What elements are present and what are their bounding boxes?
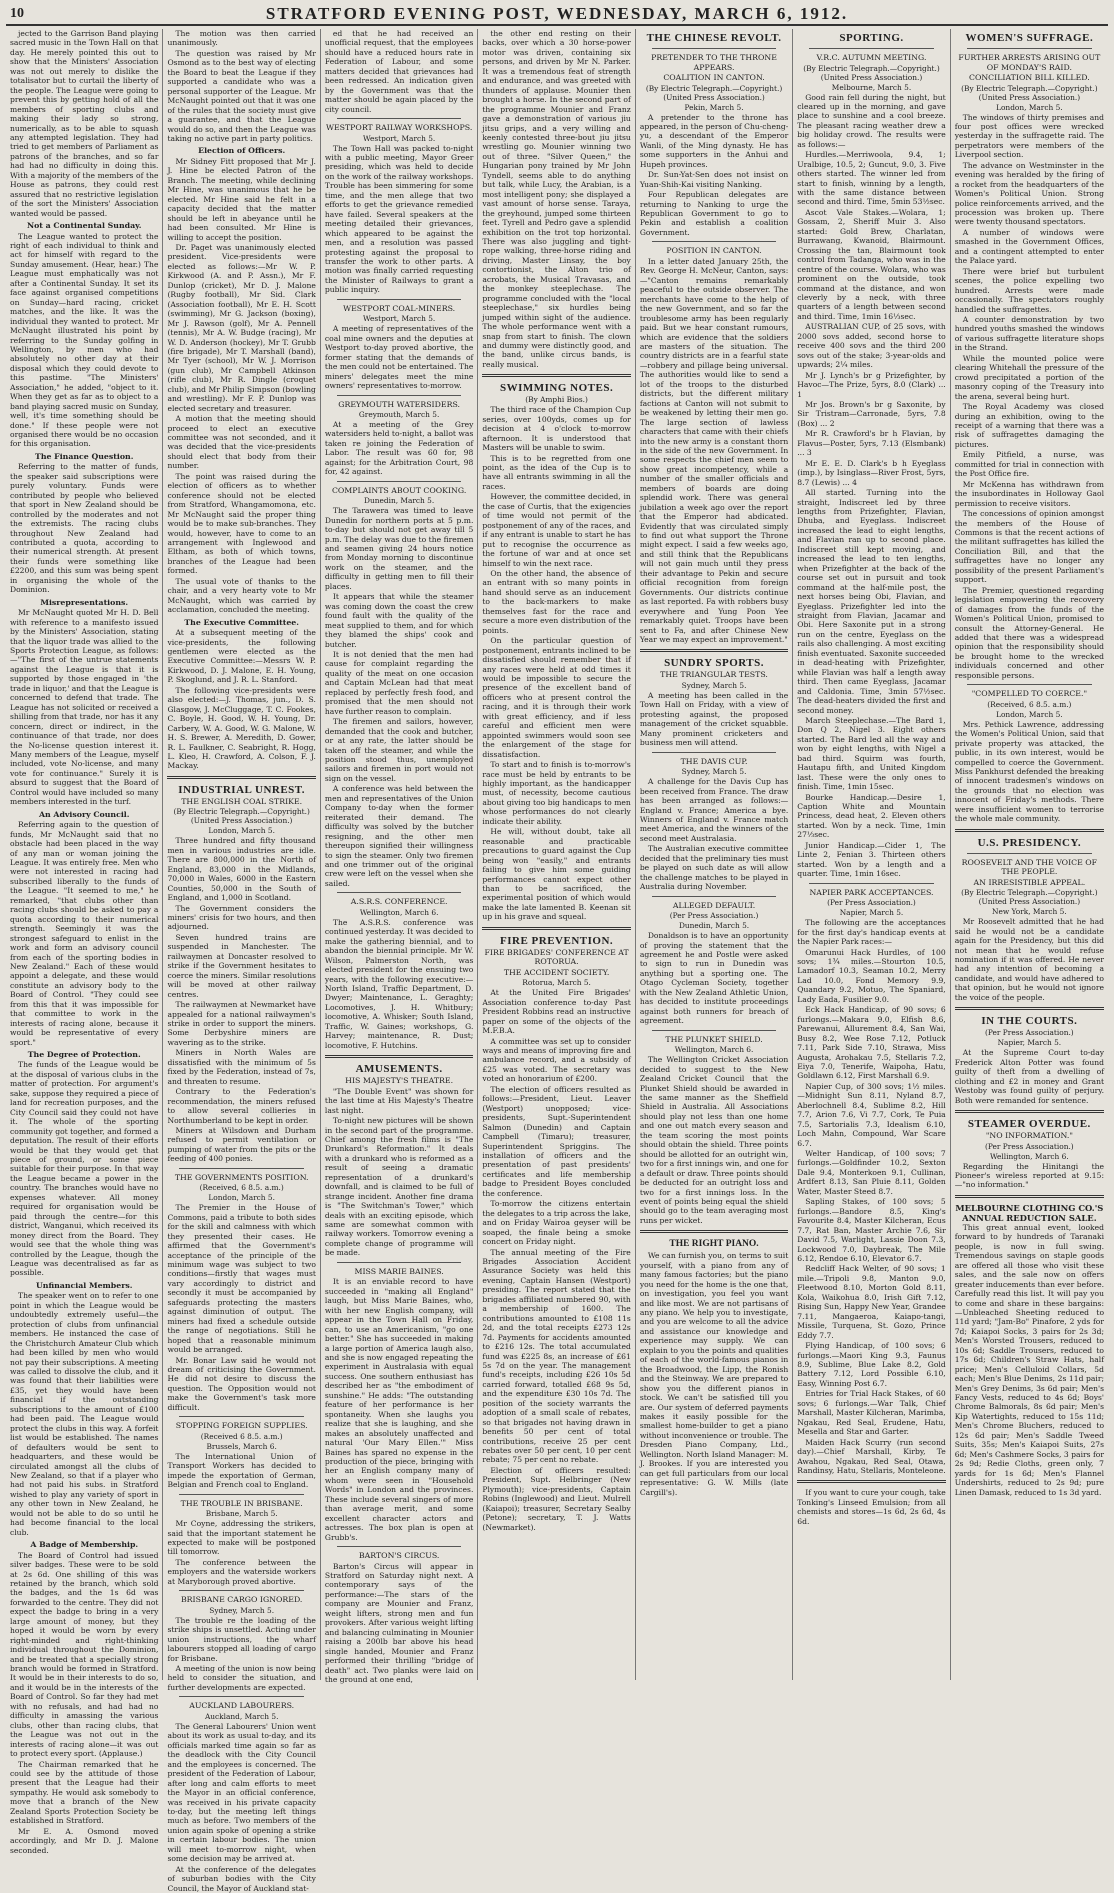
article-paragraph: Entries for Trial Hack Stakes, of 60 sovs; 6 furlongs.—War Talk, Chief Marshall, Master Kilcheran, Marimba, Ngakau, Red Seal, Erudene, Hatu, Mesella and Star and Garter. bbox=[797, 1389, 946, 1437]
column-7 bbox=[951, 29, 1108, 1680]
article-paragraph: It is an enviable record to have succeeded in "making all England" laugh, but Miss Marie Baines, who, with her new English company, will appear in the Town Hall on Friday, can, to use an Americanism, "go one better." She has succeeded in making a large portion of America laugh also, and she is now engaged repeating the experiment in Australasia with equal success. One southern enthusiast has described her as "the embodiment of sunshine." He adds: "The outstanding feature of her performance is her spontaneity. When she laughs you realize that she is laughing, and she makes an absolutely unaffected and natural 'Our Mary Ellen.'" Miss Baines has spared no expense in the production of the piece, bringing with her an English company many of whom were seen in "Household Words" in London and the provinces. These include several singers of more than average merit, and some excellent character actors and actresses. The box plan is open at Grubb's. bbox=[324, 1277, 474, 1542]
article-subheading: BRISBANE CARGO IGNORED. bbox=[180, 1595, 303, 1605]
divider bbox=[955, 1110, 1104, 1113]
article-paragraph: Four Republican delegates are returning to Nanking to urge the Republican Government to go to Pekin and establish a coalition Government. bbox=[639, 190, 789, 237]
dateline: Brisbane, March 5. bbox=[205, 1509, 278, 1519]
article-paragraph: This is to be regretted from one point, as the idea of the Cup is to have all entrants swimming in all the races. bbox=[482, 453, 631, 491]
article-subheading: ROOSEVELT AND THE VOICE OF THE PEOPLE. bbox=[961, 857, 1098, 877]
article-paragraph: The Wellington Cricket Association decided to suggest to the New Zealand Cricket Council that the Plunket Shield should be awarded in the same manner as the Sheffield Shield in Australia. All Associations should play not less than one home and one out match every season and the team scoring the most points should obtain the shield. Three points should be allotted for an outright win, two for a first innings win, and one for a default or draw. Three points should be deducted for an outright loss and two for a first innings loss. In the event of points being equal the shield should go to the team averaging most runs per wicket. bbox=[639, 1055, 789, 1225]
divider bbox=[337, 481, 461, 482]
article-paragraph: The International Union of Transport Workers has decided to impede the exportation of German, Belgian and French coal to England. bbox=[167, 1451, 316, 1490]
advertisement-text: If you want to cure your cough, take Tonking's Linseed Emulsion; from all chemists and stores—1s 6d, 2s 6d, 4s 6d. bbox=[797, 1488, 946, 1526]
article-paragraph: The Premier, questioned regarding legislation empowering the recovery of damages from the funds of the Women's Political Union, promised to consult the Attorney-General. He added that there was a widespread opinion that the responsibility should be brought home to the wrecked individuals concerned and other responsible persons. bbox=[954, 585, 1105, 680]
dateline: London, March 5. bbox=[996, 709, 1063, 719]
article-paragraph: Redcliff Hack Welter, of 90 sovs; 1 mile.—Tripoli 9.8, Manton 9.0, Fleetwood 8.10, Morton Gold 8.11, Kola, Waikohua 8.0, Irish Gift 7.12, Rising Sun, Happy New Year, Grandee 7.11, Mangaeroa, Kaiapo-tangi, Missile, Turquena, St. Gozo, Prince Eddy 7.7. bbox=[797, 1264, 946, 1340]
article-paragraph: A number of windows were smashed in the Government Offices, and a contingent attempted to enter the Palace yard. bbox=[954, 227, 1105, 266]
article-subheading: FIRE BRIGADES' CONFERENCE AT ROTORUA. bbox=[484, 947, 629, 967]
article-paragraph: The conference between the employers and the waterside workers at Maryborough proved abortive. bbox=[167, 1557, 316, 1586]
article-paragraph: Barton's Circus will appear in Stratford on Saturday night next. A contemporary says of the performance:—The stars of the company are Mounier and Franz, weight lifters, strong men and fun provokers. After various weight lifting and balancing culminating in Mounier raising a 200lb bar above his head single handed, Mounier and Franz performed their thrilling "bridge of death" act. Two planks were laid on the ground at one end, bbox=[324, 1561, 474, 1684]
article-paragraph: "The Double Event" was shown for the last time at His Majesty's Theatre last night. bbox=[324, 1086, 474, 1115]
page-number: 10 bbox=[10, 6, 24, 21]
subheading: Unfinancial Members. bbox=[36, 1280, 133, 1290]
article-subheading: A.S.R.S. CONFERENCE. bbox=[350, 897, 448, 907]
credit-line: (Per Press Association.) bbox=[985, 1141, 1074, 1151]
article-paragraph: Referring again to the question of funds, Mr McNaught said that no obstacle had been placed in the way of any man or woman joining the League. It was entirely free. Men who were not interested in racing had subscribed liberally to the funds of the League. "It seemed to me," he remarked, "that clubs other than racing clubs should be asked to pay a quota according to their numerical strength. Seemingly it was the strongest safeguard to enlist in the work and form an advisory council from each of the sporting bodies in New Zealand." Each of these would appoint a delegate, and these would constitute an advisory body to the Board of Control. "They could see from this that it was impossible for that committee to work in the interests of racing alone, because it would be representative of every sport." bbox=[10, 820, 159, 1047]
dateline: Auckland, March 5. bbox=[204, 1711, 279, 1721]
divider bbox=[809, 48, 933, 49]
article-paragraph: At a meeting of the Grey watersiders held to-night, a ballot was taken re joining the Federation of Labor. The result was 60 for, 98 against; for the Arbitration Court, 98 for, 42 against. bbox=[324, 420, 474, 477]
article-paragraph: Welter Handicap, of 100 sovs; 7 furlongs.—Goldfinder 10.2, Sexton Dale 9.4, Monterkoen 9.1, Cullinan, Ardfert 8.13, San Pluie 8.11, Golden Water, Master Steed 8.7. bbox=[797, 1149, 946, 1196]
divider bbox=[955, 1195, 1104, 1198]
article-paragraph: The concessions of opinion amongst the members of the House of Commons is that the recent actions of the militant suffragettes has killed the Conciliation Bill, and that the suffragettes have no longer any possibility of the present Parliament's support. bbox=[954, 509, 1105, 585]
dateline: Dunedin, March 5. bbox=[678, 921, 750, 931]
divider bbox=[337, 1262, 461, 1263]
article-paragraph: Mr McKenna has withdrawn from the insubordinates in Holloway Gaol permission to receive visitors. bbox=[954, 479, 1105, 508]
article-paragraph: A counter demonstration by two hundred youths smashed the windows of various suffragette literature shops in the Strand. bbox=[954, 315, 1105, 353]
article-paragraph: The Premier in the House of Commons, paid a tribute to both sides for the skill and calmness with which they presented their cases. He affirmed that the Government's acceptance of the principle of the minimum wage was subject to two conditions—firstly that wages must vary accordingly to district and secondly it must be accompanied by safeguards protecting the masters against diminution of output. The miners had fixed a schedule outside the range of negotiations. Still he hoped that a reasonable minimum would be arranged. bbox=[167, 1203, 316, 1355]
section-heading: STEAMER OVERDUE. bbox=[967, 1118, 1091, 1131]
masthead bbox=[6, 4, 1108, 26]
article-paragraph: The Tarawera was timed to leave Dunedin for northern ports at 5 p.m. to-day but should not get away till 5 p.m. The delay was due to the firemen and seamen giving 24 hours notice from Monday morning to discontinue work on the steamer, and the difficulty in getting men to fill their places. bbox=[324, 506, 474, 591]
article-paragraph: He will, without doubt, take all reasonable and practicable precautions to guard against the Cup being won "easily," and entrants failing to give him some guiding performances cannot expect other than to be sacrificed, the experimental position of which would make the late lamented B. Keenan sit up in his grave and squeal. bbox=[482, 827, 631, 922]
article-paragraph: The advance on Westminster in the evening was heralded by the firing of a rocket from the headquarters of the Women's Political Union. Strong police reinforcements arrived, and the procession was broken up. There were twenty thousand spectators. bbox=[954, 160, 1105, 227]
article-paragraph: However, the committee decided, in the case of Curtis, that the exigencies of time would not permit of the postponement of any of the races, and if any entrant is unable to start he has put to recognise the occurrence as the fortune of war and at once set himself to win the next race. bbox=[482, 492, 631, 568]
article-paragraph: The point was raised during the election of officers as to whether conference should not be elected from Stratford, Whangamomona, etc. Mr McNaught said the proper thing would be to make sub-branches. They would, however, have to come to an arrangement with Inglewood and Eltham, as both of which towns, branches of the League had been formed. bbox=[167, 471, 316, 576]
dateline: Napier, March 5. bbox=[997, 1038, 1062, 1048]
article-paragraph: Maiden Hack Scurry (run second day).—Chief Marshall, Kirby, Te Awahou, Ngakau, Red Seal, Otawa, Randinsy, Hatu, Stellaris, Monteleone. bbox=[797, 1437, 946, 1475]
credit-line: (By Electric Telegraph.—Copyright.) (United Press Association.) bbox=[803, 63, 940, 82]
divider bbox=[967, 684, 1092, 685]
article-paragraph: Miners in North Wales are dissatisfied with the minimum of 5s fixed by the Federation, instead of 7s, and threaten to resume. bbox=[167, 1048, 316, 1086]
credit-line: (Received 6 8.5. a.m.) bbox=[200, 1431, 283, 1441]
article-paragraph: The motion was then carried unanimously. bbox=[167, 29, 316, 48]
article-subheading: "NO INFORMATION." bbox=[985, 1131, 1073, 1141]
race-result-line: Mr R. Crawford's br h Flavian, by Flavus—Poster, 5yrs, 7.13 (Elsmbank) ... 3 bbox=[797, 429, 946, 458]
article-paragraph: Bourke Handicap.—Desire 1, Caption White and Mountain Princess, dead heat, 2. Eleven others started. Won by a neck. Time, 1min 27⅓sec. bbox=[797, 792, 946, 840]
dateline: Sydney, March 5. bbox=[209, 1605, 275, 1615]
divider bbox=[652, 752, 776, 753]
article-paragraph: Mr E. A. Osmond moved accordingly, and Mr D. J. Malone seconded. bbox=[10, 1826, 159, 1855]
column-5 bbox=[636, 29, 793, 1680]
article-subheading: WESTPORT RAILWAY WORKSHOPS. bbox=[325, 123, 473, 133]
column-2 bbox=[163, 29, 320, 1893]
credit-line: (By Electric Telegraph.—Copyright.) (United Press Association.) bbox=[961, 888, 1098, 907]
article-paragraph: Regarding the Hinitangi the Pioneer's wireless reported at 9.15:—"no information." bbox=[954, 1161, 1105, 1190]
divider bbox=[337, 299, 461, 300]
section-heading: THE CHINESE REVOLT. bbox=[646, 32, 782, 44]
article-paragraph: Flying Handicap, of 100 sovs; 6 furlongs.—Maori King 9.3, Faunus 8.9, Sublime, Blue Lake 8.2, Gold Battery 7.12, Lord Possible 6.10, Easy, Winning Post 6.7. bbox=[797, 1341, 946, 1388]
dateline: Greymouth, March 5. bbox=[358, 410, 440, 419]
article-paragraph: Emily Pitfield, a nurse, was committed for trial in connection with the Post Office fire. bbox=[954, 450, 1105, 479]
article-subheading: THE GOVERNMENTS POSITION. bbox=[174, 1172, 309, 1182]
subheading: Not a Continental Sunday. bbox=[26, 221, 142, 231]
dateline: Brussels, March 6. bbox=[206, 1441, 277, 1451]
article-paragraph: On the particular question of postponement, entrants inclined to be dissatisfied should remember that if any races were held at odd times it would be impossible to secure the presence of the excellent band of officers who at present control the racing, and it is through their work with great efficiency, and if less careful and efficient men were appointed swimmers would soon see the enlargement of the stage for dissatisfaction. bbox=[482, 636, 631, 759]
article-paragraph: The League wanted to protect the right of each individual to think and act for himself with regard to the Sunday amusement. (Hear, hear.) The League must emphatically was not after a Continental Sunday. It set its face against organised competitions on Sunday—hard racing, cricket matches, and the like. It was the individual they wanted to protect. Mr McNaught illustrated his point by referring to the Sunday golfing in Wellington, by men who had absolutely no other day at their disposal which they could devote to this pastime. "The Ministers' Association," he added, "object to it. When they get as far as to object to a band playing sacred music on Sunday, well, it's time something should be done." If these people were not organised there would be no occasion for this organisation. bbox=[10, 231, 159, 449]
article-paragraph: To-morrow the citizens entertain the delegates to a trip across the lake, and on Friday Wairoa geyser will be soaped, the finale being a smoke concert on Friday night. bbox=[482, 1199, 631, 1247]
article-paragraph: The Australian executive committee decided that the preliminary ties must be played on such date as will allow the challenge matches to be played in Australia during November. bbox=[639, 844, 789, 892]
article-paragraph: On the other hand, the absence of an entrant with so many points in hand should serve as an inducement to the back-markers to make themselves fast for the race and secure a more even distribution of the points. bbox=[482, 569, 631, 635]
divider bbox=[179, 1494, 303, 1495]
credit-line: (Per Press Association.) bbox=[985, 1028, 1074, 1038]
article-paragraph: The following are the acceptances for the first day's handicap events at the Napier Park races:— bbox=[797, 918, 946, 947]
section-heading: WOMEN'S SUFFRAGE. bbox=[965, 32, 1094, 44]
credit-line: (Per Press Association.) bbox=[827, 898, 916, 908]
subheading: The Executive Committee. bbox=[184, 617, 299, 627]
column-6 bbox=[793, 29, 950, 1680]
section-heading: U.S. PRESIDENCY. bbox=[977, 836, 1082, 849]
article-paragraph: A pretender to the throne has appeared, in the person of Chu-cheng-yu, a descendant of the Emperor Wanli, of the Ming dynasty. He has some supporters in the Anhui and Hupeh provinces. bbox=[639, 112, 789, 169]
article-paragraph: ed that he had received an unofficial request, that the employees should have a reduced hours rate in Federation of Labour, and some matters decided that grievances had been redressed. An indication given by the Government was that the matter should be again placed by the city council. bbox=[324, 29, 474, 114]
article-paragraph: A meeting of the union is now being held to consider the situation, and further developments are expected. bbox=[167, 1664, 316, 1692]
advertisement-text: This great annual event, looked forward to by hundreds of Taranaki people, is now in full swing. Tremendous savings on staple goods are offered all those who visit these sales, and the sale now on offers greater inducements than ever before. Carefully read this list. It will pay you to come and share in these bargains:—Unbleached Sheeting reduced to 11d yard; "Jam-Bo" Pinafore, 2 yds for 7d; Kaiapoi Socks, 3 pairs for 2s 3d; Men's Worsted Trousers, reduced to 10s 6d; Saddle Trousers, reduced to 17s 6d; Children's Straw Hats, half price; Men's Celluloid Collars, 5d each; Men's Blue Denims, 2s 11d pair; Men's Grey Denims, 3s 6d pair; Men's Fancy Vests, reduced to 4s 6d; Boys' Chrome Balmorals, 8s 6d pair; Men's Kip Watertights, reduced to 15s 11d; Men's Chrome Bluchers, reduced to 12s 6d pair; Men's Saddle Tweed Suits, 35s; Men's Kaiapoi Suits, 27s 6d; Men's Cashmere Socks, 3 pairs for 2s 9d; Redie Cloths, green only, 7 yards for 1s 6d; Men's Flannel Undershirts, reduced to 2s 9d; pure Linen Damask, reduced to 1s 3d yard. bbox=[954, 1222, 1105, 1497]
article-paragraph: Miners at Wilsdown and Durham refused to permit ventilation or pumping of water from the pits or the feeding of 400 ponies. bbox=[167, 1125, 316, 1164]
dateline: Napier, March 5. bbox=[839, 908, 904, 918]
credit-line: (By Electric Telegraph.—Copyright.) (United Press Association.) bbox=[961, 83, 1098, 102]
column-4 bbox=[478, 29, 635, 1680]
article-paragraph: The election of officers resulted as follows:—President, Lieut. Leaver (Westport) unopposed; vice-presidents, Supt.-Superintendent Salmon (Dunedin) and Captain Campbell (Timaru); treasurer, Superintendent Spriggins. The installation of officers and the presentation of past presidents' certificates and life membership badge to President Boyes concluded the conference. bbox=[482, 1084, 631, 1198]
article-subheading: STOPPING FOREIGN SUPPLIES. bbox=[175, 1421, 308, 1431]
article-paragraph: In a letter dated January 25th, the Rev. George H. McNeur, Canton, says:—"Canton remains remarkably peaceful to the outside observer. The merchants have come to the help of the new Government, and so far the troublesome army has been regularly paid. But we hear constant rumours, which are evidence that the soldiers are masters of the situation. The country districts are in a fearful state—robbery and pillage being universal. The authorities would like to send a lot of the troops to the disturbed districts, but the different military factions at Canton will not submit to be weakened by letting their men go. The large section of lawless characters that came with their chiefs into the new army is a constant thorn in the side of the new Government. In some respects the chief men seem to show great incompetency, while a number of the smaller officials and members of boards are doing splendid work. There was general jubilation a week ago over the report that the Emperor had abdicated. Evidently that was circulated simply to find out what support the Throne might expect. I said a few weeks ago, and still think that the Republicans will not gain much until they press their advantage to Pekin and secure official recognition from foreign Governments. Our districts continue as last reported. Fa with robbers busy everywhere and Yung Poon Yee remarkably quiet. Troops have been sent to Fa, and after Chinese New Year we may expect an improvement." bbox=[639, 256, 789, 645]
article-subheading: COMPLAINTS ABOUT COOKING. bbox=[331, 485, 467, 495]
article-subheading: FURTHER ARRESTS ARISING OUT OF MONDAY'S RAID. bbox=[958, 53, 1101, 72]
divider bbox=[325, 1055, 473, 1058]
dateline: Westport, March 5. bbox=[362, 133, 436, 143]
dateline: Pekin, March 5. bbox=[684, 102, 744, 112]
columns bbox=[6, 29, 1108, 1893]
article-paragraph: Mrs. Pethick Lawrence, addressing the Women's Political Union, said that private property was attacked, the public, in its own interest, would be compelled to coerce the Government. Miss Pankhurst defended the breaking of innocent tradesmen's windows on the grounds that no election was innocent of Friday's methods. There were insufficient women to terrorise the whole male community. bbox=[954, 719, 1105, 824]
divider bbox=[967, 853, 1092, 854]
article-subheading: PRETENDER TO THE THRONE APPEARS. bbox=[651, 53, 777, 72]
divider bbox=[337, 892, 461, 893]
credit-line: (Per Press Association.) bbox=[669, 911, 759, 921]
section-heading: SPORTING. bbox=[839, 32, 904, 44]
dateline: London, March 5. bbox=[208, 1193, 275, 1203]
article-paragraph: To-night new pictures will be shown in the second part of the programme. Chief among the fresh films is "The Drunkard's Reformation." It deals with a drunkard who is reformed as a result of seeing a dramatic representation of a drunkard's downfall, and is claimed to be full of strange incident. Another fine drama is "The Switchman's Tower," which deals with an exciting episode, which same are somewhat common with railway workers. Tomorrow evening a complete change of programme will be made. bbox=[324, 1116, 474, 1258]
subheading: A Badge of Membership. bbox=[30, 1540, 139, 1550]
article-paragraph: A meeting has been called in the Town Hall on Friday, with a view of protesting against, the proposed management of the cricket squabble. Many prominent cricketers and business men will attend. bbox=[639, 690, 789, 748]
article-paragraph: The annual meeting of the Fire Brigades Association Accident Assurance Society was held this evening, Captain Hansen (Westport) presiding. The report stated that the brigades affiliated numbered 90, with a membership of 1600. The contributions amounted to £108 11s 2d, and the total receipts £273 12s 7d. Payments for accidents amounted to £216 12s. The total accumulated fund was £225 8s, an increase of £61 5s 7d on the year. The management fund's receipts, including £26 10s 5d carried forward, totalled £68 9s 5d, and the expenditure £30 10s 7d. The position of the society warrants the adoption of a small scale of rebates, so that brigades not having drawn in benefits 50 per cent of total contributions, receive 25 per cent rebates over 50 per cent, 10 per cent rebate; 75 per cent no rebate. bbox=[482, 1247, 631, 1465]
article-paragraph: Napier Cup, of 300 sovs; 1½ miles.—Midnight Sun 8.11, Nyland 8.7, Aberlochnell 8.4, Sublime 8.2, Hill 7.7, Arion 7.6, Vi 7.7, Cork, Te Puia 7.5, Sartorialis 7.3, Idealism 6.10, Loch Mahn, Compound, War Scare 6.7. bbox=[797, 1081, 946, 1148]
article-paragraph: The question was raised by Mr Osmond as to the best way of electing the Board to beat the League if they supported a candidate who was a personal supporter of the League. Mr McNaught pointed out that it was one of the rules that the society must give a guarantee, and that the League would do so, and then the League was taking no active part in party politics. bbox=[167, 48, 316, 143]
section-heading: FIRE PREVENTION. bbox=[500, 934, 614, 947]
credit-line: (Received, 6 8.5. a.m.) bbox=[987, 699, 1072, 709]
divider bbox=[797, 1480, 945, 1483]
credit-line: (By Electric Telegraph.—Copyright.) (United Press Association.) bbox=[173, 807, 310, 826]
article-paragraph: Mr Coyne, addressing the strikers, said that the important statement he expected to make will be postponed till tomorrow. bbox=[167, 1519, 316, 1557]
article-paragraph: Sapling Stakes, of 100 sovs; 5 furlongs.—Bandore 8.5, King's Favourite 8.4, Master Kilcheran, Ecus 7.7, Rat Ban, Master Archie 7.6, Sir David 7.5, Warlight, Lassie Doon 7.3, Lockwood 7.0, Daybreak, The Mile 6.12, Rendoe 6.10, Elevator 6.7. bbox=[797, 1197, 946, 1264]
article-paragraph: The Chairman remarked that he could see by the attitude of those present that the League had their sympathy. He would ask somebody to move that a branch of the New Zealand Sports Protection Society be established in Stratford. bbox=[10, 1759, 159, 1826]
article-subheading: AN IRRESISTIBLE APPEAL. bbox=[973, 877, 1086, 887]
article-paragraph: The Royal Academy was closed during an exhibition, owing to the receipt of a warning that there was a risk of suffragettes damaging the pictures. bbox=[954, 402, 1105, 449]
subheading: An Advisory Council. bbox=[38, 809, 130, 819]
article-paragraph: Omarunui Hack Hurdles, of 100 sovs; 1¾ miles.—Stourton 10.5, Lamadorf 10.3, Seaman 10.2, Merry Lad 10.0, Fond Memory 9.9, Quandary 9.2, Motuo, The Spaniard, Lady Eada, Fusilier 9.0. bbox=[797, 947, 946, 1004]
article-paragraph: Eck Hack Handicap, of 90 sovs; 6 furlongs.—Makara 9.0, Elfish 8.6, Parewanui, Allurement 8.4, San Wai, Busy 8.2, Wee Rose 7.12, Potluck 7.11, Park Side 7.10, Strawa, Miss Augusta, Arohakau 7.5, Stellaris 7.2, Eiya 7.0, Tenerife, Waipoha, Hatu, Goldlawn 6.12, First Marshall 6.9. bbox=[797, 1005, 946, 1081]
divider bbox=[482, 927, 630, 930]
section-heading: SWIMMING NOTES. bbox=[499, 382, 614, 395]
dateline: London, March 5. bbox=[996, 102, 1063, 112]
advertisement-heading: MELBOURNE CLOTHING CO.'S ANNUAL REDUCTION SALE. bbox=[955, 1202, 1104, 1223]
article-paragraph: Ascot Vale Stakes.—Wolara, 1; Gossam, 2, Sheriff Muir 3. Also started: Gold Brew, Charlatan, Burrawang, Kwanoid, Blairmount. Crossing the tan, Blairmount took control from Tadanga, who was in the centre of the course. Wolara, who was prominent on the outside, took command at the distance, and won cleverly by a neck, with three quarters of a length between second and third. Time, 1min 16⅓sec. bbox=[797, 207, 946, 321]
article-subheading: MISS MARIE BAINES. bbox=[354, 1266, 444, 1276]
article-paragraph: Mr Roosevelt admitted that he had said he would not be a candidate again for the Presidency, but this did not mean that he would refuse nomination if it was offered. He never had any intention of becoming a candidate, and would have adhered to that opinion, but he would not ignore the voice of the people. bbox=[954, 917, 1105, 1002]
advertisement-heading: THE RIGHT PIANO. bbox=[669, 1239, 759, 1250]
article-subheading: WESTPORT COAL-MINERS. bbox=[343, 303, 456, 313]
article-paragraph: Referring to the matter of funds, the speaker said subscriptions were purely voluntary. Funds were contributed by people who believed that sport in New Zealand should be controlled by the moderates and not the extremists. The racing clubs throughout New Zealand had contributed a quota, according to their numerical strength. At present their funds were something like £2200, and this sum was being spent in organising the whole of the Dominion. bbox=[10, 462, 159, 595]
subheading: The Degree of Protection. bbox=[27, 1050, 141, 1060]
masthead-title: STRATFORD EVENING POST, WEDNESDAY, MARCH 6, 1912. bbox=[265, 4, 849, 23]
section-heading: AMUSEMENTS. bbox=[355, 1063, 443, 1076]
article-paragraph: A motion that the meeting should proceed to elect an executive committee was not seconded, and it was decided that the vice-presidents should elect that body from their number. bbox=[167, 414, 316, 471]
article-paragraph: Good rain fell during the night, but cleared up in the morning, and gave place to sunshine and a cool breeze. The pleasant racing weather drew a big holiday crowd. The results were as follows:— bbox=[797, 92, 946, 149]
article-subheading: GREYMOUTH WATERSIDERS. bbox=[338, 399, 460, 409]
dateline: New York, March 5. bbox=[992, 907, 1067, 917]
article-paragraph: The trouble re the loading of the strike ships is unsettled. Acting under union instructions, the wharf labourers stopped all loading of cargo for Brisbane. bbox=[167, 1615, 316, 1663]
divider bbox=[179, 1590, 303, 1591]
article-paragraph: Contrary to the Federation's recommendation, the miners refused to allow several collieries in Northumberland to be kept in order. bbox=[167, 1087, 316, 1125]
article-paragraph: Mr Sidney Fitt proposed that Mr J. J. Hine be elected Patron of the Branch. The meeting, while declining Mr Hine, was unanimous that he be elected. Mr Hine said he felt in a capacity decided that the matter should be left in abeyance until he had been consulted. Mr Hine is willing to accept the position. bbox=[167, 156, 316, 242]
article-subheading: COALITION IN CANTON. bbox=[663, 73, 765, 82]
article-paragraph: The railwaymen at Newmarket have appealed for a national railwaymen's strike in order to support the miners. Some Derbyshire miners are wavering as to the strike. bbox=[167, 1000, 316, 1047]
article-paragraph: The firemen and sailors, however, demanded that the cook and butcher, or at any rate, the latter should be taken off the steamer, and while the position stood thus, unemployed sailors and firemen in port would not sign on the vessel. bbox=[324, 717, 474, 783]
article-subheading: THE TROUBLE IN BRISBANE. bbox=[180, 1498, 303, 1508]
article-paragraph: The speaker went on to refer to one point in which the League would be undoubtedly extremely useful—the protection of clubs from unfinancial members. He instanced the case of the Christchurch Amateur Club which had been killed by men who would not pay their subscriptions. A meeting was called to dissolve the club, and it was found that their liabilities were £35, yet they would have been financial if the outstanding subscriptions to the amount of £100 had been paid. The League would protect the clubs in this way. A forfeit list would be established. The names of defaulters would be sent to headquarters, and these would be circulated amongst all the clubs of New Zealand, so that if a player who had not paid his subs. in Stratford wished to play any variety of sport in any other town in New Zealand, he would not be able to do so until he had become financial to the local club. bbox=[10, 1291, 159, 1537]
section-heading: SUNDRY SPORTS. bbox=[664, 657, 765, 670]
article-paragraph: A committee was set up to consider ways and means of improving fire and ambulance record, and a subsidy of £25 was voted. The secretary was voted an honorarium of £200. bbox=[482, 1036, 631, 1084]
article-paragraph: All started. Turning into the straight, Indiscreet led by three lengths from Prizefighter, Flavian, Dhuba, and Eyeglass. Indiscreet increased the lead to eight lengths, and Flavian ran up to second place. Indiscreet still kept moving, and increased the lead to ten lengths, when Prizefighter at the back of the course set out in pursuit and took command at the half-mile post, the next horses being Obi, Flavian, and Eyeglass. Prizefighter led into the straight from Flavian, Jacamar and Obi. Here Saxonite put in a strong run on the centre, Eyeglass on the rails also challenging. A most exciting finish eventuated. Saxonite succeeded in dead-heating with Prizefighter, while Flavian was half a length away third. Then came Eyeglass, Jacamar and Caldonia. Time, 3min 57½sec. The dead-heaters divided the first and second money. bbox=[797, 488, 946, 715]
section-heading: IN THE COURTS. bbox=[981, 1015, 1078, 1028]
article-paragraph: The third race of the Champion Cup series, over 100yds, comes up for decision at 4 o'clock to-morrow afternoon. It is understood that Masters will be unable to swim. bbox=[482, 405, 631, 453]
article-subheading: HIS MAJESTY'S THEATRE. bbox=[345, 1076, 454, 1086]
article-paragraph: Junior Handicap.—Cider 1, The Linte 2, Fenian 3. Thirteen others started. Won by a length and a quarter. Time, 1min 16sec. bbox=[797, 840, 946, 879]
race-result-line: Mr E. E. D. Clark's b h Eyeglass (imp.), by Isinglass—River Frost, 5yrs, 8.7 (Lewis) ... 4 bbox=[797, 458, 946, 487]
divider bbox=[652, 1030, 776, 1031]
divider bbox=[652, 48, 776, 49]
divider bbox=[640, 649, 788, 652]
article-paragraph: A meeting of representatives of the coal mine owners and the deputies at Westport to-day proved abortive, the former stating that the demands of the men could not be entertained. The miners' delegates meet the mine owners' representatives to-morrow. bbox=[324, 324, 474, 391]
article-paragraph: Hurdles.—Merriwoola, 9.4, 1; Uralbige, 10.5, 2; Guncut, 9.0, 3. Five others started. The winner led from start to finish, winning by a length, with the same distance between second and third. Time, 5min 53½sec. bbox=[797, 150, 946, 207]
article-paragraph: The A.S.R.S. conference was continued yesterday. It was decided to make the gathering biennial, and to abandon the biennial principle. Mr W. Wilson, Palmerston North, was elected president for the ensuing two years, with the following executive:—North Island, Traffic Department, D. Dwyer; Maintenance, L. Geraghty; Locomotives, J. H. Whitbury; locomotive, A. Whisker; South Island, Traffic, W. Gaines; workshops, G. Harvey; maintenance, R. Dust; locomotive, F. Hutchins. bbox=[324, 917, 474, 1050]
article-subheading: THE PLUNKET SHIELD. bbox=[665, 1034, 763, 1044]
article-paragraph: The General Labourers' Union went about its work as usual to-day, and its officials marked time again so far as the deadlock with the City Council and the employees is concerned. The president of the Federation of Labour, after long and calm efforts to meet the Mayor in an official conference, was received in his private capacity to-day, but the meeting left things much as before. Two members of the union again spoke of opening a strike in certain labour bodies. The union will meet to-morrow night, when some decision may be arrived at. bbox=[167, 1721, 316, 1864]
article-subheading: NAPIER PARK ACCEPTANCES. bbox=[809, 887, 934, 897]
credit-line: (By Electric Telegraph.—Copyright.) (United Press Association.) bbox=[645, 83, 783, 102]
divider bbox=[955, 829, 1104, 832]
subheading: The Finance Question. bbox=[35, 451, 134, 461]
article-paragraph: Mr McNaught quoted Mr H. D. Bell with reference to a manifesto issued by the Ministers' Association, stating that the liquor trade was allied to the Sports Protection League, as follows:—"The first of the untrue statements against the League is that it is supported by those engaged in 'the trade in liquor,' and that the League is concerned to defend that trade. The League has not solicited or received a shilling from that trade, nor has it any concern, direct or indirect, in the continuance of that trade, nor does the No-license question interest it. Many members of the League, myself included, vote No-license, and many vote for continuance." Surely it is absurd to suggest that the Board of Control would have included so many members interested in the turf. bbox=[10, 608, 159, 807]
divider bbox=[652, 896, 776, 897]
article-paragraph: The funds of the League would be at the disposal of various clubs in the matter of protection. For argument's sake, suppose they required a piece of land for recreation purposes, and the City Council said they could not have it. The whole of the sporting community got together, and formed a deputation. The result of their efforts would be that they would get that piece of ground, or some piece suitable for their purpose. In that way the League became a power in the country. The branches would have no expenses whatever. All money required for organisation would be paid through the centre—for this district, Wanganui, which received its money direct from the Board. They would see that the whole thing was controlled by the League, though the League was decentralised as far as possible. bbox=[10, 1060, 159, 1278]
divider bbox=[179, 1168, 303, 1169]
column-3 bbox=[321, 29, 478, 1684]
article-paragraph: Seven hundred trains are suspended in Manchester. The railwaymen at Doncaster resolved to strike if the Government hesitates to coerce the miners. Similar resolutions will be moved at other railway centres. bbox=[167, 932, 316, 999]
article-subheading: "COMPELLED TO COERCE." bbox=[971, 689, 1088, 699]
subheading: Election of Officers. bbox=[198, 146, 286, 156]
dateline: Melbourne, March 5. bbox=[831, 82, 912, 92]
article-subheading: ALLEGED DEFAULT. bbox=[672, 900, 756, 910]
article-subheading: THE ACCIDENT SOCIETY. bbox=[503, 967, 610, 977]
article-subheading: POSITION IN CANTON. bbox=[666, 246, 762, 256]
divider bbox=[337, 395, 461, 396]
article-paragraph: Election of officers resulted: President, Supt. Helbringer (New Plymouth); vice-presidents, Captain Robins (Inglewood) and Lieut. Mulrell (Kaiapoi); treasurer, Secretary Sealby (Petone); secretary, T. J. Watts (Newmarket). bbox=[482, 1465, 631, 1532]
article-paragraph: Donaldson is to have an opportunity of proving the statement that the agreement he and Postle were asked to sign to run in Dunedin was anything but a sporting one. The Otago Cycleman Society, together with the New Zealand Athletic Union, has decided to institute proceedings against both runners for breach of agreement. bbox=[639, 931, 789, 1026]
divider bbox=[652, 241, 776, 242]
article-paragraph: AUSTRALIAN CUP, of 25 sovs, with 2000 sovs added, second horse to receive 400 sovs and the third 200 sovs out of the stake; 3-year-olds and upwards; 2¼ miles. bbox=[797, 322, 946, 370]
article-paragraph: At the Supreme Court to-day Frederick Alton Potter was found guilty of theft from a dwelling of clothing and £2 in money and Grant Westoby was found guilty of perjury. Both were remanded for sentence. bbox=[954, 1048, 1105, 1105]
article-paragraph: Mr. Bonar Law said he would not dream of criticising the Government. He did not desire to discuss the question. The Opposition would not make the Government's task more difficult. bbox=[167, 1355, 316, 1412]
divider bbox=[967, 48, 1092, 49]
article-paragraph: jected to the Garrison Band playing sacred music in the Town Hall on that day. He merely pointed this out to show that the Ministers' Association was not out merely to dislike the totalisator but to curtail the liberty of the people. The League were going to prevent this by getting hold of all the members of sporting clubs and making their lady so strong, numerically, as to be able to squash any attempted legislation. They had tried to get members of Parliament as patrons of the branches, and so far had had no difficulty in doing this. With a majority of the members of the House as patrons, they could rest assured that no restrictive legislation of the sort the Ministers' Association wanted would be passed. bbox=[10, 29, 159, 218]
race-result-line: Mr Jos. Brown's br g Saxonite, by Sir Tristram—Carronade, 5yrs, 7.8 (Box) ... 2 bbox=[797, 400, 946, 428]
article-paragraph: There were brief but turbulent scenes, the police expelling two hundred. Arrests were made occasionally. The spectators roughly handled the suffragettes. bbox=[954, 266, 1105, 314]
article-subheading: BARTON'S CIRCUS. bbox=[358, 1551, 440, 1561]
article-subheading: V.R.C. AUTUMN MEETING. bbox=[816, 53, 927, 62]
article-subheading: THE DAVIS CUP. bbox=[680, 756, 748, 766]
article-paragraph: At the conference of the delegates of suburban bodies with the City Council, the Mayor of Auckland stat- bbox=[167, 1864, 316, 1893]
divider bbox=[955, 1007, 1104, 1010]
article-paragraph: The Government considers the miners' crisis for two hours, and then adjourned. bbox=[167, 903, 316, 932]
advertisement-text: We can furnish you, on terms to suit yourself, with a piano from any of many famous factories; but the piano you need for the home is the one that, on investigation, you feel you want and like most. We are not partisans of any piano. We help you to investigate, and you are welcome to all the advice and assistance our knowledge and experience may supply. We can explain to you the points and qualities of each of the world-famous pianos in the Broadwood, the Lipp, the Ronish and the Steinway. We are prepared to show you the different pianos in stock. We can't be satisfied till you are. Our system of deferred payments makes it easily possible for the smallest home-builder to get a piano without inconvenience or trouble. The Dresden Piano Company, Ltd., Wellington. North Island Manager: M. J. Brookes. If you are interested you can get full particulars from our local representative: G. W. Mills (late Cargill's). bbox=[639, 1251, 789, 1497]
article-paragraph: At the United Fire Brigades' Association conference to-day Past President Robbins read an instructive paper on some of the objects of the M.F.B.A. bbox=[482, 988, 631, 1036]
dateline: Sydney, March 5. bbox=[681, 680, 747, 690]
article-paragraph: Dr. Sun-Yat-Sen does not insist on Yuan-Shih-Kai visiting Nanking. bbox=[639, 170, 789, 189]
article-paragraph: The Town Hall was packed to-night with a public meeting, Mayor Greer presiding, which was held to decide on the work of the railway workshops. Trouble has been simmering for some time, and the men allege that two efforts to get the grievance remedied have failed. Several speakers at the meeting detailed their grievances, which appeared to be against the men, and a resolution was passed protesting against the proposal to transfer the work to other parts. A motion was finally carried requesting the Minister of Railways to grant a public inquiry. bbox=[324, 143, 474, 295]
article-paragraph: The usual vote of thanks to the chair, and a very hearty vote to Mr McNaught, which was carried by acclamation, concluded the meeting. bbox=[167, 576, 316, 615]
article-subheading: AUCKLAND LABOURERS. bbox=[189, 1701, 295, 1711]
dateline: Rotorua, March 5. bbox=[522, 978, 591, 988]
dateline: London, March 5. bbox=[208, 826, 275, 836]
dateline: Wellington, March 6. bbox=[359, 907, 439, 917]
divider bbox=[809, 883, 933, 884]
divider bbox=[179, 1416, 303, 1417]
dateline: Wellington, March 6. bbox=[674, 1045, 754, 1055]
column-1 bbox=[6, 29, 163, 1855]
divider bbox=[337, 1546, 461, 1547]
article-paragraph: The Board of Control had issued silver badges. These were to be sold at 2s 6d. One shilling of this was retained by the branch, which sold the badges, and the 1s 6d was forwarded to the centre. They did not expect the badge to bring in a very large amount of money, but they hoped it would be worn by every right-minded and right-thinking individual throughout the Dominion, and be treated that a specially strong branch would be formed in Stratford. It would be in their interests to do so, and it would be in the interests of the Board of Control. So far they had met with no refusals, and had had no difficulty in amassing the various clubs, other than racing clubs, that the League was not out in the interests of racing alone—it was out to protect every sport. (Applause.) bbox=[10, 1550, 159, 1759]
article-subheading: THE ENGLISH COAL STRIKE. bbox=[181, 796, 303, 806]
subheading: Misrepresentations. bbox=[40, 597, 129, 607]
divider bbox=[640, 1230, 788, 1233]
article-subheading: THE TRIANGULAR TESTS. bbox=[660, 670, 768, 680]
divider bbox=[482, 374, 630, 377]
race-result-line: Mr J. Lynch's br g Prizefighter, by Havoc—The Prize, 5yrs, 8.0 (Clark) ... 1 bbox=[797, 370, 946, 399]
article-paragraph: The following vice-presidents were also elected:—J. Thomas, jun., D. S. Glasgow, J. McCluggage, T. C. Fookes, C. Boyle, H. Good, W. H. Young, Dr. Carbery, W. A. Good, W. G. Malone, W. H. S. Brewer, A. Meredith, D. Gower, R. L. Faulkner, C. Seabright, R. Hogg, L. Kleo, H. Crawford, A. Colson, F. J. Mackay. bbox=[167, 685, 316, 771]
article-paragraph: It appears that while the steamer was coming down the coast the crew found fault with the quality of the meat supplied to them, and for which they blamed the ships' cook and butcher. bbox=[324, 592, 474, 649]
article-paragraph: A conference was held between the men and representatives of the Union Company to-day when the former reiterated their demand. The difficulty was solved by the butcher resigning, and the other men thereupon signified their willingness to sign the steamer. Only two firemen and one trimmer out of the original crew were left on the vessel when she sailed. bbox=[324, 784, 474, 888]
article-paragraph: It is not denied that the men had cause for complaint regarding the quality of the meat on one occasion and Captain McLean had that meat replaced by perfectly fresh food, and promised that the men should not have further reason to complain. bbox=[324, 650, 474, 716]
divider bbox=[167, 776, 315, 779]
article-paragraph: A challenge for the Davis Cup has been received from France. The draw has been arranged as follows:—England v. France; America a bye. Winners of England v. France match meet America, and the winners of the second meet Australasia. bbox=[639, 777, 789, 843]
article-paragraph: While the mounted police were clearing Whitehall the pressure of the crowd precipitated a portion of the masonry coping of the Treasury into the arena, several being hurt. bbox=[954, 353, 1105, 401]
article-subheading: CONCILIATION BILL KILLED. bbox=[969, 73, 1090, 82]
article-paragraph: To start and to finish is to-morrow's race must be held by entrants to be highly important, as the handicapper must, of necessity, become cautious about giving too big handicaps to men whose performances do not clearly indicate their ability. bbox=[482, 760, 631, 826]
article-paragraph: The windows of thirty premises and four post offices were wrecked yesterday in the suffragette raid. The perpetrators were members of the Liverpool section. bbox=[954, 112, 1105, 160]
credit-line: (Received, 6 8.5. a.m.) bbox=[199, 1183, 284, 1193]
divider bbox=[337, 118, 461, 119]
dateline: Sydney, March 5. bbox=[681, 767, 747, 777]
dateline: Dunedin, March 5. bbox=[364, 496, 435, 506]
article-paragraph: the other end resting on their backs, over which a 30 horse-power motor was driven, containing six persons, and driven by Mr N. Parker. It was a tremendous feat of strength and endurance, and was greeted with thunders of applause. Mounier then brought a horse. In the second part of the programme Mounier and Franz gave a demonstration of various jiu jitsu grips, and a very willing and keenly contested three-bout jiu jitsu wrestling go. Mounier winning two out of three. "Silver Queen," the Hungarian pony trained by Mr John Tyndell, seems able to do anything but talk, while Lucy, the Arabian, is a most intelligent pony; she displayed a vast amount of horse sense. Taraya, the greyhound, jumped some thirteen feet. Tyrell and Pedro gave a splendid exhibition on the trot top horizontal. There was also juggling and tight-rope walking, three-horse riding and driving, Master Linsay, the boy contortionist, the Alton trio of acrobats, the Musical Travasas, and the monkey steeplechase. The programme concluded with the "local steeplechase," six hurdles being jumped within sight of the audience. The whole performance went with a snap from start to finish. The clown and dummy were distinctly good, and the band, unlike circus bands, is really musical. bbox=[482, 29, 631, 369]
article-paragraph: March Steeplechase.—The Bard 1, Don Q 2, Nigel 3. Eight others started. The Bard led all the way and won by eight lengths, with Nigel a bad third. Squirm was fourth, Hautapu fifth, and United Kingdom last. These were the only ones to finish. Time, 1min 15sec. bbox=[797, 715, 946, 792]
dateline: Wellington, March 6. bbox=[990, 1151, 1069, 1161]
article-paragraph: Three hundred and fifty thousand men in various industries are idle. There are 800,000 in the North of England, 83,000 in the Midlands, 70,000 in Wales, 6000 in the Eastern Counties, 50,000 in the South of England, and 1,000 in Scotland. bbox=[167, 836, 316, 903]
article-paragraph: At a subsequent meeting of the vice-presidents, the following gentlemen were elected as the Executive Committee:—Messrs W. P. Kirkwood, D. J. Malone, E. H. Young, P. Skoglund, and J. R. L. Stanford. bbox=[167, 628, 316, 685]
divider bbox=[179, 1696, 303, 1697]
section-heading: INDUSTRIAL UNREST. bbox=[178, 783, 306, 796]
dateline: Westport, March 5. bbox=[362, 314, 436, 324]
article-paragraph: Dr. Paget was unanimously elected president. Vice-presidents were elected as follows:—Mr W. P. Kirkwood (A. and P. Assn.), Mr F. Dunlop (cricket), Mr D. J. Malone (Rugby football), Mr Sid. Clark (Association football), Mr E. H. Scott (swimming), Mr G. Jackson (boxing), Mr J. Rawson (golf), Mr A. Pennell (tennis), Mr A. W. Budge (racing), Mr W. D. Anderson (hockey), Mr T. Grubb (fire brigade), Mr T. Marshall (band), Mr Tyer (school), Mr W. J. Morrison (gun club), Mr Campbell Atkinson (rifle club), Mr R. Dingle (croquet club), and Mr Philip Simpson (bowling and wrestling). Mr F. P. Dunlop was elected secretary and treasurer. bbox=[167, 242, 316, 413]
byline: (By Amphi Bios.) bbox=[525, 395, 588, 405]
